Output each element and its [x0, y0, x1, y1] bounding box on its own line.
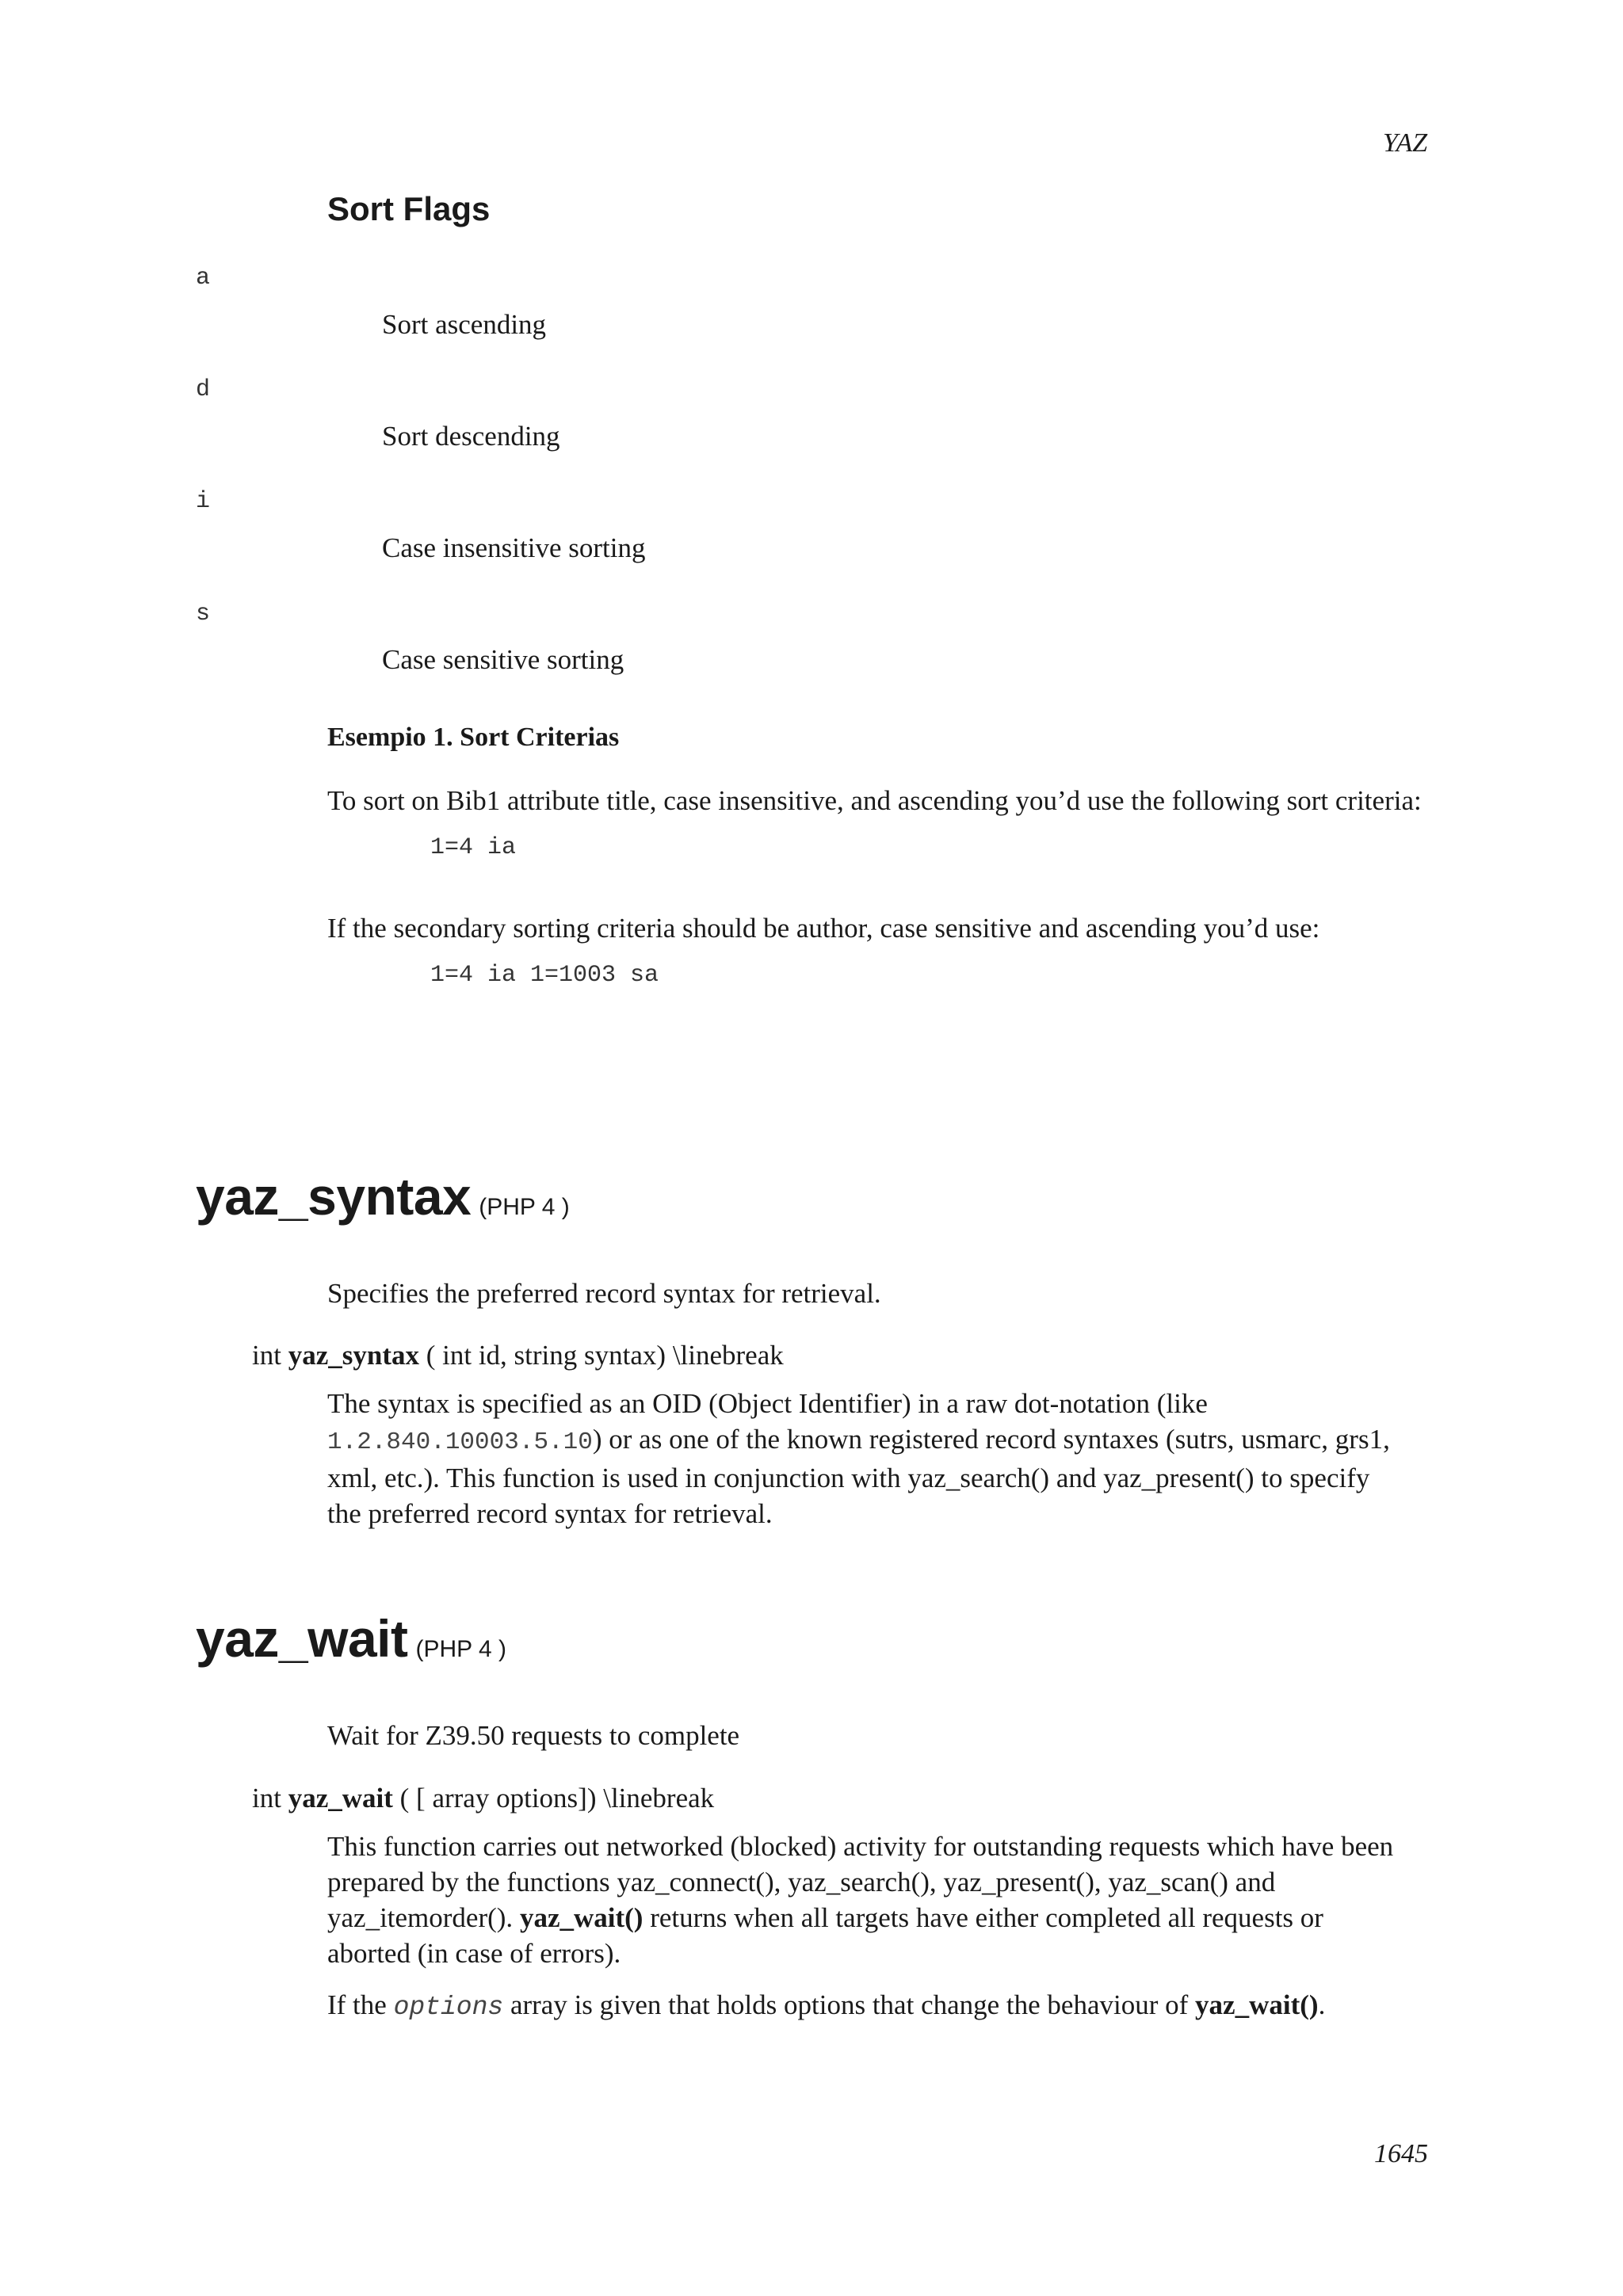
yaz-syntax-title: [196, 1166, 570, 1226]
example-title: Esempio 1. Sort Criterias: [327, 723, 620, 752]
desc-text-continued: ) or as one of the known registered record syntaxes (sutrs, usmarc, grs1, xml, etc.). This function is used in conjunction with yaz_search() and yaz_present() to specify the preferred record syntax for retrieval.: [327, 1424, 1390, 1529]
synopsis-function-name: yaz_syntax: [288, 1340, 419, 1371]
options-end: .: [1318, 1989, 1326, 2020]
yaz-wait-synopsis: [252, 1783, 714, 1814]
desc-text: The syntax is specified as an OID (Object Identifier) in a raw dot-notation (like: [327, 1388, 1208, 1419]
desc-text-continued: returns when all targets have either completed all requests or aborted (in case of errors).: [327, 1902, 1323, 1969]
flag-desc-i: Case insensitive sorting: [382, 532, 646, 563]
desc-text: This function carries out networked (blocked) activity for outstanding requests which have been prepared by the functions yaz_connect(), yaz_search(), yaz_present(), yaz_scan() and yaz_itemorder().: [327, 1831, 1394, 1933]
flag-desc-s: Case sensitive sorting: [382, 644, 624, 675]
flag-term-s: s: [196, 601, 211, 627]
synopsis-arguments: ( [ array options]) \linebreak: [399, 1783, 715, 1814]
code-example-2: 1=4 ia 1=1003 sa: [430, 962, 659, 989]
example-secondary-text: If the secondary sorting criteria should be author, case sensitive and ascending you’d use:: [327, 913, 1320, 944]
yaz-syntax-synopsis: [252, 1340, 784, 1371]
yaz-wait-summary: Wait for Z39.50 requests to complete: [327, 1720, 740, 1751]
flag-desc-a: Sort ascending: [382, 309, 547, 340]
yaz-syntax-summary: Specifies the preferred record syntax for retrieval.: [327, 1278, 881, 1309]
flag-desc-d: Sort descending: [382, 421, 560, 452]
synopsis-return-type: int: [252, 1340, 281, 1371]
function-reference: yaz_wait(): [519, 1902, 643, 1933]
running-header: YAZ: [1383, 128, 1428, 158]
options-text-continued: array is given that holds options that change the behaviour of: [510, 1989, 1189, 2020]
code-example-1: 1=4 ia: [430, 834, 517, 861]
yaz-wait-version: (PHP 4 ): [415, 1636, 506, 1662]
options-parameter: options: [393, 1993, 504, 2022]
sort-flags-heading: Sort Flags: [327, 190, 491, 227]
yaz-wait-description: [327, 1829, 1405, 1971]
yaz-wait-name: yaz_wait: [196, 1609, 408, 1668]
synopsis-return-type: int: [252, 1783, 281, 1814]
page-number: 1645: [1374, 2139, 1428, 2168]
yaz-syntax-description: [327, 1386, 1405, 1531]
yaz-wait-title: [196, 1608, 506, 1669]
synopsis-function-name: yaz_wait: [288, 1783, 393, 1814]
flag-term-a: a: [196, 265, 211, 292]
flag-term-d: d: [196, 376, 211, 403]
synopsis-arguments: ( int id, string syntax) \linebreak: [426, 1340, 784, 1371]
options-text: If the: [327, 1989, 387, 2020]
function-reference: yaz_wait(): [1195, 1989, 1319, 2020]
flag-term-i: i: [196, 488, 211, 515]
yaz-syntax-version: (PHP 4 ): [479, 1194, 570, 1220]
oid-literal: 1.2.840.10003.5.10: [327, 1428, 593, 1456]
example-intro: To sort on Bib1 attribute title, case insensitive, and ascending you’d use the following sort criteria:: [327, 785, 1422, 816]
yaz-syntax-name: yaz_syntax: [196, 1167, 472, 1226]
yaz-wait-options-text: [327, 1987, 1405, 2025]
